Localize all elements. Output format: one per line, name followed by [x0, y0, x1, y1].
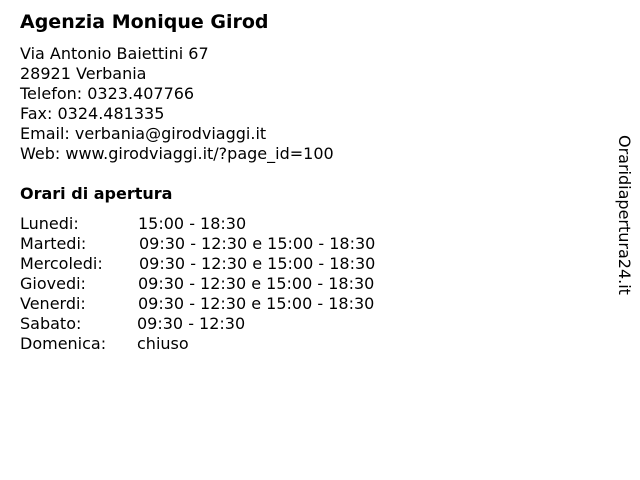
time-value: 09:30 - 12:30 e 15:00 - 18:30	[138, 294, 375, 313]
day-label: Giovedi:	[20, 274, 86, 293]
site-watermark: Oraridiapertura24.it	[615, 135, 634, 295]
day-label: Martedi:	[20, 234, 87, 253]
day-label: Mercoledi:	[20, 254, 103, 273]
time-value: chiuso	[137, 334, 189, 353]
opening-hours-heading: Orari di apertura	[20, 184, 173, 203]
fax-line: Fax: 0324.481335	[20, 104, 165, 123]
business-name: Agenzia Monique Girod	[20, 11, 269, 33]
day-label: Venerdi:	[20, 294, 86, 313]
time-value: 09:30 - 12:30 e 15:00 - 18:30	[139, 234, 376, 253]
phone-line: Telefon: 0323.407766	[20, 84, 195, 103]
time-value: 15:00 - 18:30	[138, 214, 247, 233]
watermark-container	[612, 135, 636, 307]
contact-info	[20, 44, 334, 164]
city-line: 28921 Verbania	[20, 64, 147, 83]
web-line: Web: www.girodviaggi.it/?page_id=100	[20, 144, 334, 163]
time-value: 09:30 - 12:30 e 15:00 - 18:30	[138, 274, 375, 293]
day-label: Lunedi:	[20, 214, 79, 233]
time-value: 09:30 - 12:30	[137, 314, 246, 333]
day-label: Sabato:	[20, 314, 82, 333]
address-line: Via Antonio Baiettini 67	[20, 44, 209, 63]
time-value: 09:30 - 12:30 e 15:00 - 18:30	[139, 254, 376, 273]
email-line: Email: verbania@girodviaggi.it	[20, 124, 267, 143]
day-label: Domenica:	[20, 334, 107, 353]
